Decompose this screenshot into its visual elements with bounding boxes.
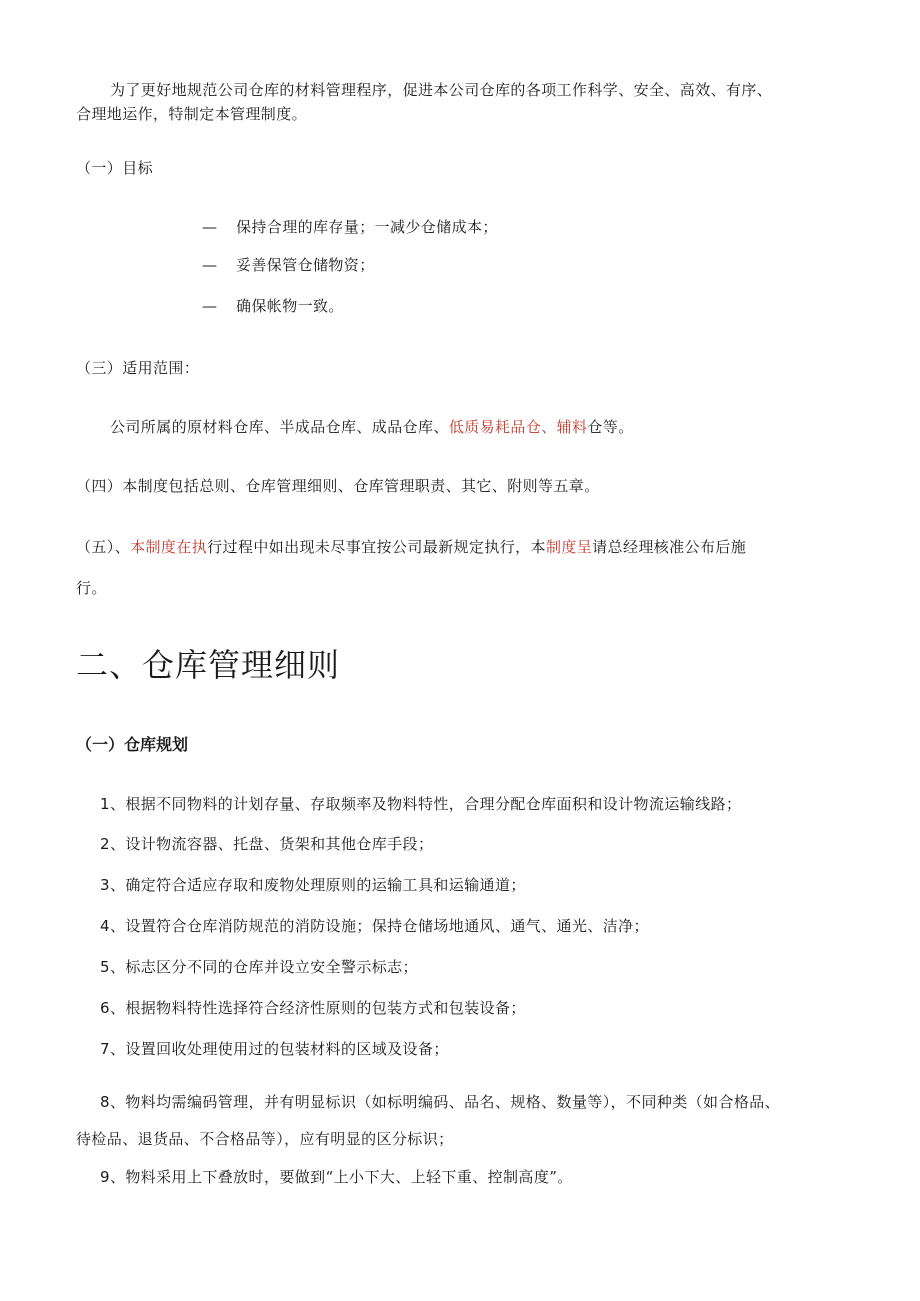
section-5-highlight-1: 本制度在执 xyxy=(130,538,208,556)
item-number: 7、 xyxy=(100,1040,126,1058)
item-text: 物料采用上下叠放时，要做到“上小下大、上轻下重、控制高度”。 xyxy=(125,1168,573,1186)
goal-item-text: 保持合理的库存量；一减少仓储成本； xyxy=(236,218,498,236)
planning-item-9 xyxy=(100,1167,573,1187)
scope-text-highlight: 低质易耗品仓、辅料 xyxy=(448,418,588,436)
item-number: 6、 xyxy=(100,999,126,1017)
goal-heading: （一）目标 xyxy=(76,159,154,177)
item-text: 确定符合适应存取和废物处理原则的运输工具和运输通道； xyxy=(125,876,526,894)
section-5-line-1 xyxy=(76,537,746,557)
item-number: 3、 xyxy=(100,876,126,894)
planning-item-8-line-2: 待检品、退货品、不合格品等），应有明显的区分标识； xyxy=(76,1130,454,1148)
intro-line-2: 合理地运作，特制定本管理制度。 xyxy=(76,105,308,123)
item-text: 物料均需编码管理，并有明显标识（如标明编码、品名、规格、数量等），不同种类（如合格品、 xyxy=(125,1093,781,1111)
planning-item-8-line-1 xyxy=(100,1092,780,1112)
dash-marker: — xyxy=(202,218,218,236)
item-text: 设置回收处理使用过的包装材料的区域及设备； xyxy=(125,1040,449,1058)
section-5-part-1: （五）、 xyxy=(76,538,131,556)
item-number: 2、 xyxy=(100,835,126,853)
goal-item-text: 妥善保管仓储物资； xyxy=(236,256,375,274)
scope-text-suffix: 仓等。 xyxy=(587,418,634,436)
dash-marker: — xyxy=(202,297,218,315)
section-4-text: （四）本制度包括总则、仓库管理细则、仓库管理职责、其它、附则等五章。 xyxy=(76,477,600,495)
planning-item xyxy=(100,875,526,895)
dash-marker: — xyxy=(202,256,218,274)
item-number: 1、 xyxy=(100,795,126,813)
planning-heading: （一）仓库规划 xyxy=(76,735,189,754)
section-5-line-2: 行。 xyxy=(76,579,107,597)
goal-item xyxy=(202,217,498,237)
section-5-highlight-2: 制度呈 xyxy=(545,538,593,556)
item-text: 根据不同物料的计划存量、存取频率及物料特性，合理分配仓库面积和设计物流运输线路； xyxy=(125,795,742,813)
item-number: 8、 xyxy=(100,1093,126,1111)
planning-item xyxy=(100,916,649,936)
planning-item xyxy=(100,998,526,1018)
goal-item xyxy=(202,296,344,316)
planning-item xyxy=(100,1039,449,1059)
planning-item xyxy=(100,957,418,977)
item-number: 5、 xyxy=(100,958,126,976)
scope-text-prefix: 公司所属的原材料仓库、半成品仓库、成品仓库、 xyxy=(110,418,449,436)
item-text: 根据物料特性选择符合经济性原则的包装方式和包装设备； xyxy=(125,999,526,1017)
planning-item xyxy=(100,834,433,854)
scope-text xyxy=(110,417,634,437)
chapter-2-title: 二、仓库管理细则 xyxy=(76,646,341,684)
item-number: 4、 xyxy=(100,917,126,935)
section-5-part-3: 行过程中如出现未尽事宜按公司最新规定执行，本 xyxy=(207,538,546,556)
goal-item-text: 确保帐物一致。 xyxy=(236,297,344,315)
scope-heading: （三）适用范围： xyxy=(76,359,200,377)
intro-line-1: 为了更好地规范公司仓库的材料管理程序，促进本公司仓库的各项工作科学、安全、高效、有序、 xyxy=(110,81,773,99)
item-text: 设计物流容器、托盘、货架和其他仓库手段； xyxy=(125,835,434,853)
goal-item xyxy=(202,255,375,275)
planning-item xyxy=(100,794,741,814)
section-5-part-5: 请总经理核准公布后施 xyxy=(592,538,747,556)
item-text: 标志区分不同的仓库并设立安全警示标志； xyxy=(125,958,418,976)
item-text: 设置符合仓库消防规范的消防设施；保持仓储场地通风、通气、通光、洁净； xyxy=(125,917,649,935)
item-number: 9、 xyxy=(100,1168,126,1186)
